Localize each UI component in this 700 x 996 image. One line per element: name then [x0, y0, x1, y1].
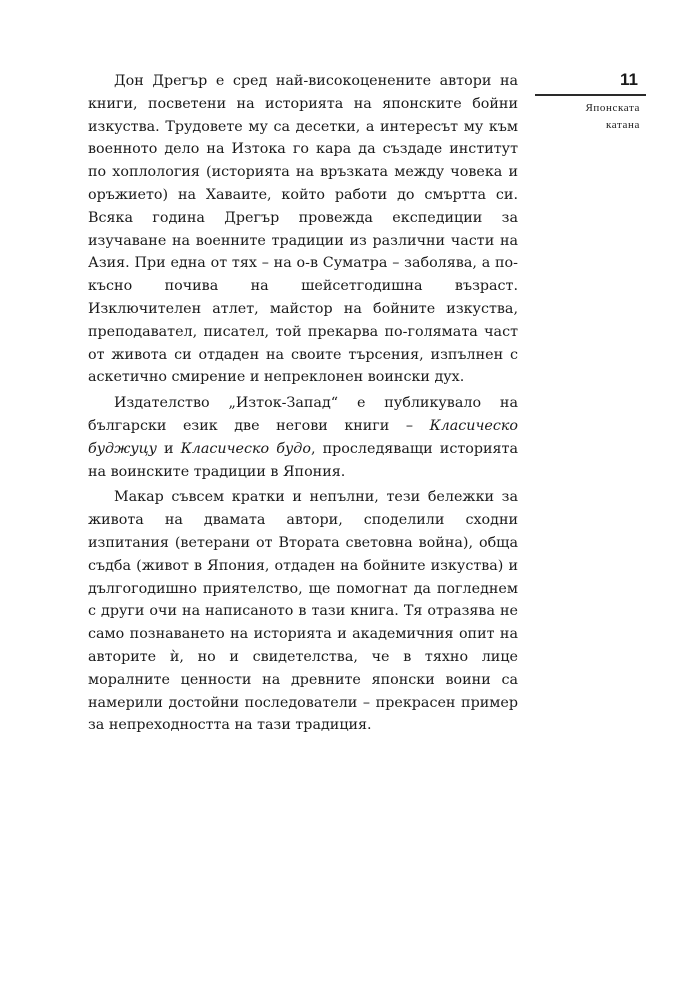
paragraph-2-intro: Издателство „Изток-Запад“ е публикувало на български език две негови книги –: [88, 395, 518, 434]
running-title-line1: Японската: [585, 101, 640, 114]
paragraph-2-conjunction: и: [156, 440, 181, 457]
page-number: 11: [620, 70, 638, 89]
paragraph-2: [88, 392, 518, 483]
paragraph-3: Макар съвсем кратки и непълни, тези бележки за живота на двамата автори, споделили сходни изпитания (ветерани от Втората световна война), обща съдба (живот в Япония, отдаден на бойните изкуства) и дългогодишно приятелство, ще помогнат да погледнем с други очи на написаното в тази книга. Тя отразява не само познаването на историята и академичния опит на авторите ѝ, но и свидетелства, че в тяхно лице моралните ценности на древните японски воини са намерили достойни последователи – прекрасен пример за непреходността на тази традиция.: [88, 489, 518, 734]
paragraph-2-ending: , проследяващи историята на воинските традиции в Япония.: [88, 440, 518, 480]
header-rule: [535, 94, 646, 96]
body-text: [88, 70, 518, 737]
book-title-classical-budo: Класическо будо: [180, 440, 311, 457]
running-title-line2: катана: [606, 118, 640, 131]
book-title-classical-bujutsu: Класическо буджуцу: [88, 417, 518, 457]
paragraph-1: Дон Дрегър е сред най-високоценените автори на книги, посветени на историята на японските бойни изкуства. Трудовете му са десетки, а интересът му към военното дело на Изтока го кара да създаде институт по хоплология (историята на връзката между човека и оръжието) на Хаваите, който работи до смъртта си. Всяка година Дрегър провежда експедиции за изучаване на военните традиции из различни части на Азия. При една от тях – на о-в Суматра – заболява, а по-късно почива на шейсетгодишна възраст. Изключителен атлет, майстор на бойните изкуства, преподавател, писател, той прекарва по-голямата част от живота си отдаден на своите търсения, изпълнен с аскетично смирение и непреклонен воински дух.: [88, 73, 518, 386]
running-head: [535, 68, 646, 134]
